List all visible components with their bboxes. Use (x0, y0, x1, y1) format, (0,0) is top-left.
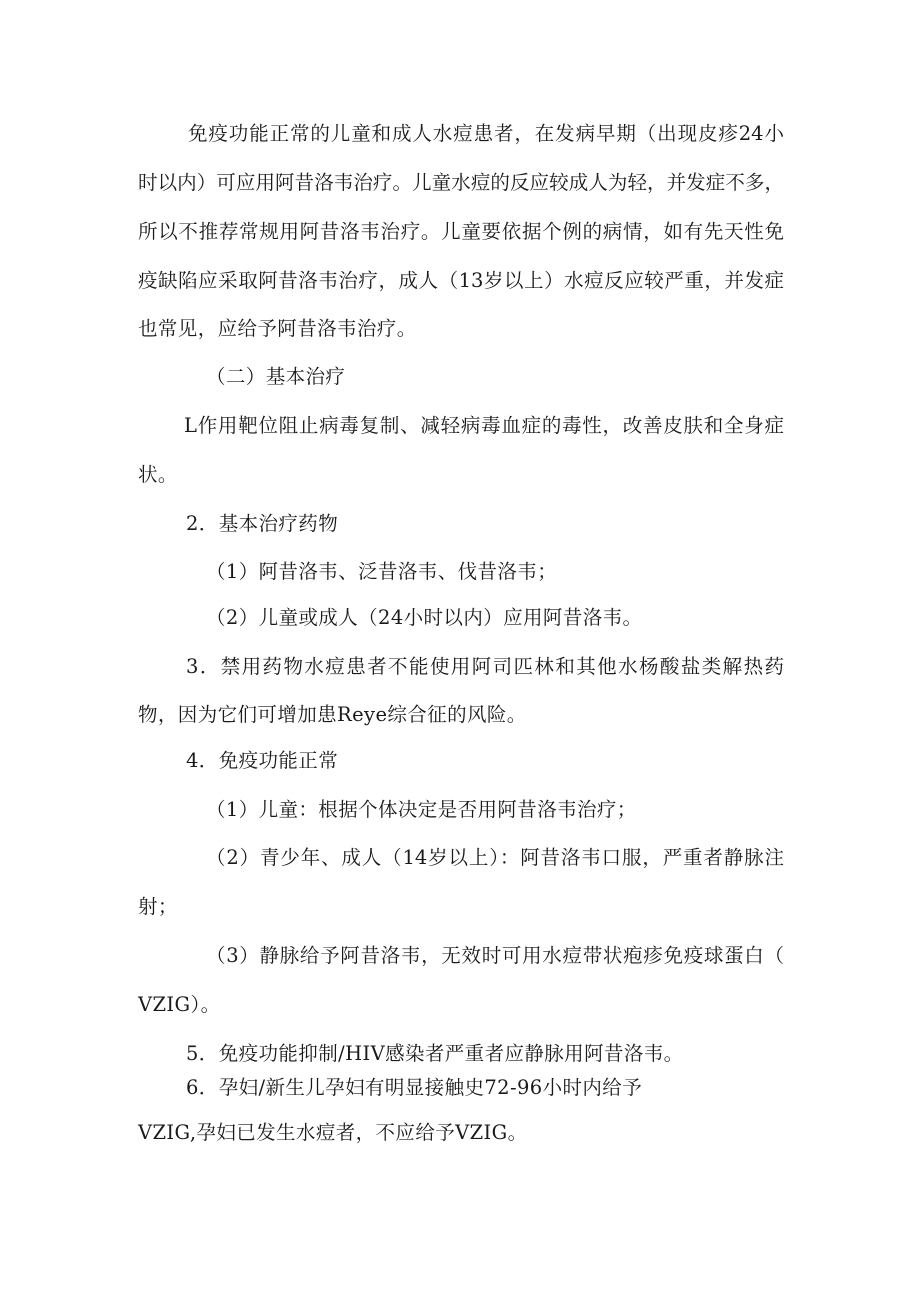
paragraph-1-line-2: 时以内）可应用阿昔洛韦治疗。儿童水痘的反应较成人为轻，并发症不多， (138, 171, 784, 194)
item-3-line-1: 3．禁用药物水痘患者不能使用阿司匹林和其他水杨酸盐类解热药 (186, 655, 784, 678)
item-4-sub-1: （1）儿童：根据个体决定是否用阿昔洛韦治疗； (206, 798, 637, 821)
paragraph-1-line-3: 所以不推荐常规用阿昔洛韦治疗。儿童要依据个例的病情，如有先天性免 (138, 220, 784, 243)
item-5: 5．免疫功能抑制/HIV感染者严重者应静脉用阿昔洛韦。 (186, 1042, 684, 1065)
paragraph-1-line-5: 也常见，应给予阿昔洛韦治疗。 (138, 317, 417, 340)
section-heading-basic-treatment: （二）基本治疗 (206, 365, 346, 388)
item-4-sub-3-line-1: （3）静脉给予阿昔洛韦，无效时可用水痘带状疱疹免疫球蛋白（ (206, 944, 784, 967)
item-1-line-2: 状。 (138, 463, 178, 486)
item-4-sub-2-line-2: 射； (138, 895, 178, 918)
item-2-sub-2: （2）儿童或成人（24小时以内）应用阿昔洛韦。 (206, 606, 643, 629)
item-4-heading: 4．免疫功能正常 (186, 749, 339, 772)
paragraph-1-line-1: 免疫功能正常的儿童和成人水痘患者，在发病早期（出现皮疹24小 (188, 122, 784, 145)
item-4-sub-3-line-2: VZIG）。 (138, 993, 221, 1016)
item-6-line-2: VZIG,孕妇已发生水痘者，不应给予VZIG。 (138, 1121, 528, 1144)
item-2-heading: 2．基本治疗药物 (186, 512, 339, 535)
item-2-sub-1: （1）阿昔洛韦、泛昔洛韦、伐昔洛韦； (206, 560, 558, 583)
item-3-line-2: 物，因为它们可增加患Reye综合征的风险。 (138, 703, 527, 726)
paragraph-1-line-4: 疫缺陷应采取阿昔洛韦治疗，成人（13岁以上）水痘反应较严重，并发症 (138, 269, 784, 292)
item-4-sub-2-line-1: （2）青少年、成人（14岁以上）：阿昔洛韦口服，严重者静脉注 (206, 846, 784, 869)
item-1-line-1: L作用靶位阻止病毒复制、减轻病毒血症的毒性，改善皮肤和全身症 (184, 414, 784, 437)
item-6-line-1: 6．孕妇/新生儿孕妇有明显接触史72-96小时内给予 (186, 1076, 643, 1099)
